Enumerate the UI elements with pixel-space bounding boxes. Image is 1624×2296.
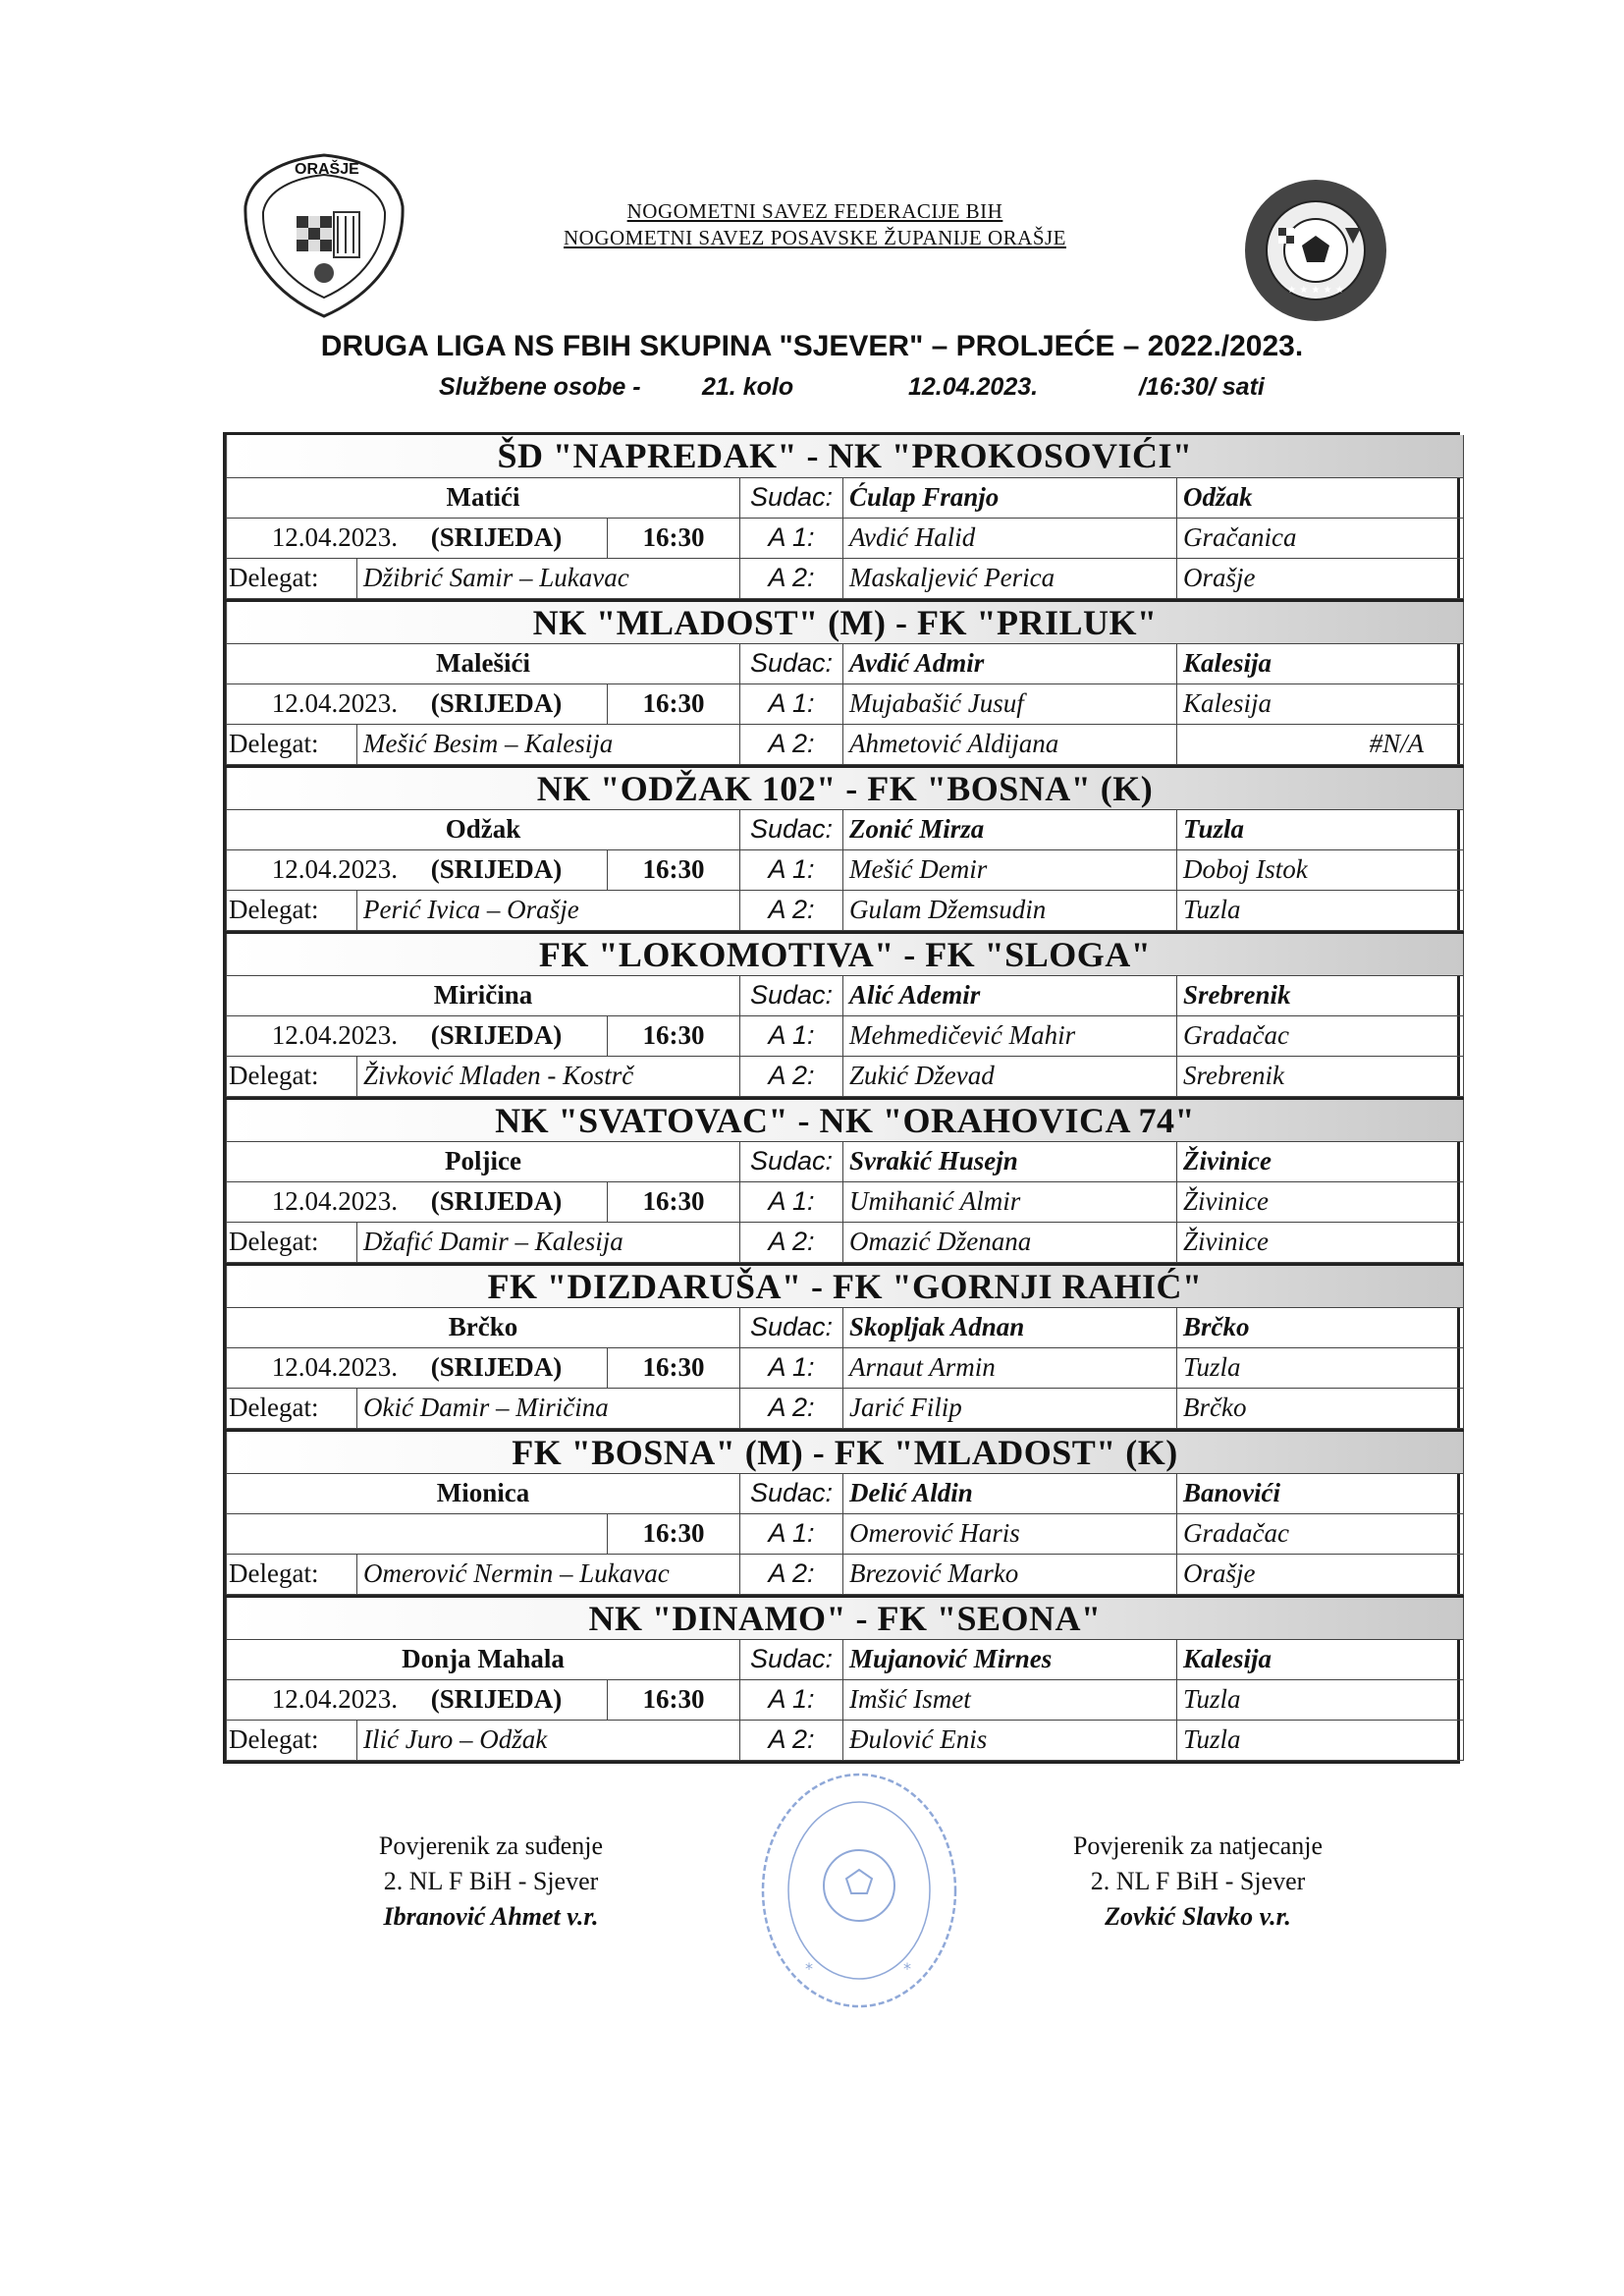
referee-name: Skopljak Adnan bbox=[843, 1307, 1177, 1347]
assistant2-name: Zukić Dževad bbox=[843, 1056, 1177, 1096]
signature-referee-commissioner bbox=[285, 1829, 697, 1935]
match-venue: Matići bbox=[227, 477, 740, 518]
assistant2-city: #N/A bbox=[1177, 724, 1464, 764]
match-venue: Donja Mahala bbox=[227, 1639, 740, 1679]
a2-label: A 2: bbox=[740, 1222, 843, 1262]
assistant2-name: Đulović Enis bbox=[843, 1720, 1177, 1760]
match-time: 16:30 bbox=[608, 1181, 740, 1222]
match-date: 12.04.2023. bbox=[908, 373, 1039, 401]
match-venue: Odžak bbox=[227, 809, 740, 849]
match-time: 16:30 bbox=[608, 849, 740, 890]
logo-left-text: ORAŠJE bbox=[295, 161, 359, 178]
a2-label: A 2: bbox=[740, 1720, 843, 1760]
delegate-label: Delegat: bbox=[227, 1554, 357, 1594]
org-name-posavina: NOGOMETNI SAVEZ POSAVSKE ŽUPANIJE ORAŠJE bbox=[563, 226, 1066, 249]
org-name-federation: NOGOMETNI SAVEZ FEDERACIJE BIH bbox=[626, 199, 1003, 223]
referee-label: Sudac: bbox=[740, 477, 843, 518]
match-venue: Malešići bbox=[227, 643, 740, 683]
match-block bbox=[226, 1429, 1464, 1595]
assistant1-name: Arnaut Armin bbox=[843, 1347, 1177, 1388]
assistant2-city: Srebrenik bbox=[1177, 1056, 1464, 1096]
official-stamp bbox=[756, 1768, 962, 2013]
referee-label: Sudac: bbox=[740, 1141, 843, 1181]
match-date: 12.04.2023. bbox=[271, 1352, 398, 1382]
assistant2-city: Orašje bbox=[1177, 1554, 1464, 1594]
match-venue: Poljice bbox=[227, 1141, 740, 1181]
delegate-label: Delegat: bbox=[227, 1056, 357, 1096]
match-date-cell bbox=[227, 518, 608, 558]
a1-label: A 1: bbox=[740, 683, 843, 724]
delegate-label: Delegat: bbox=[227, 558, 357, 598]
referee-label: Sudac: bbox=[740, 975, 843, 1015]
match-time: /16:30/ sati bbox=[1139, 373, 1265, 401]
referee-name: Svrakić Husejn bbox=[843, 1141, 1177, 1181]
assistant2-city: Živinice bbox=[1177, 1222, 1464, 1262]
referee-name: Avdić Admir bbox=[843, 643, 1177, 683]
match-block bbox=[226, 765, 1464, 931]
referee-city: Odžak bbox=[1177, 477, 1464, 518]
match-time: 16:30 bbox=[608, 683, 740, 724]
delegate-label: Delegat: bbox=[227, 1222, 357, 1262]
signature-league: 2. NL F BiH - Sjever bbox=[383, 1867, 599, 1895]
match-date: 12.04.2023. bbox=[271, 688, 398, 718]
match-date-cell bbox=[227, 849, 608, 890]
delegate-name: Mešić Besim – Kalesija bbox=[357, 724, 740, 764]
svg-text:*: * bbox=[903, 1959, 911, 1978]
assistant1-city: Gradačac bbox=[1177, 1513, 1464, 1554]
delegate-name: Živković Mladen - Kostrč bbox=[357, 1056, 740, 1096]
assistant2-name: Gulam Džemsudin bbox=[843, 890, 1177, 930]
assistant2-city: Orašje bbox=[1177, 558, 1464, 598]
match-venue: Mionica bbox=[227, 1473, 740, 1513]
match-day: (SRIJEDA) bbox=[430, 522, 563, 552]
match-date: 12.04.2023. bbox=[271, 1684, 398, 1714]
referee-label: Sudac: bbox=[740, 643, 843, 683]
officials-table bbox=[223, 432, 1460, 1764]
a2-label: A 2: bbox=[740, 1388, 843, 1428]
assistant1-name: Mešić Demir bbox=[843, 849, 1177, 890]
delegate-name: Džibrić Samir – Lukavac bbox=[357, 558, 740, 598]
match-date: 12.04.2023. bbox=[271, 1186, 398, 1216]
match-venue: Miričina bbox=[227, 975, 740, 1015]
referee-label: Sudac: bbox=[740, 1473, 843, 1513]
assistant1-name: Avdić Halid bbox=[843, 518, 1177, 558]
assistant1-city: Tuzla bbox=[1177, 1347, 1464, 1388]
match-date: 12.04.2023. bbox=[271, 854, 398, 884]
assistant1-city: Kalesija bbox=[1177, 683, 1464, 724]
signature-league: 2. NL F BiH - Sjever bbox=[1090, 1867, 1306, 1895]
match-day: (SRIJEDA) bbox=[430, 854, 563, 884]
delegate-name: Džafić Damir – Kalesija bbox=[357, 1222, 740, 1262]
referee-city: Banovići bbox=[1177, 1473, 1464, 1513]
match-block bbox=[226, 1097, 1464, 1263]
a1-label: A 1: bbox=[740, 518, 843, 558]
referee-city: Brčko bbox=[1177, 1307, 1464, 1347]
signature-competition-commissioner bbox=[1021, 1829, 1375, 1935]
referee-label: Sudac: bbox=[740, 809, 843, 849]
referee-city: Tuzla bbox=[1177, 809, 1464, 849]
match-day: (SRIJEDA) bbox=[430, 1186, 563, 1216]
assistant1-city: Gradačac bbox=[1177, 1015, 1464, 1056]
assistant2-name: Ahmetović Aldijana bbox=[843, 724, 1177, 764]
a2-label: A 2: bbox=[740, 890, 843, 930]
assistant1-name: Mujabašić Jusuf bbox=[843, 683, 1177, 724]
match-date-cell bbox=[227, 1679, 608, 1720]
match-date: 12.04.2023. bbox=[271, 522, 398, 552]
a1-label: A 1: bbox=[740, 1347, 843, 1388]
match-time: 16:30 bbox=[608, 1347, 740, 1388]
referee-name: Ćulap Franjo bbox=[843, 477, 1177, 518]
match-time: 16:30 bbox=[608, 1679, 740, 1720]
assistant1-name: Omerović Haris bbox=[843, 1513, 1177, 1554]
match-date-cell bbox=[227, 683, 608, 724]
delegate-name: Ilić Juro – Odžak bbox=[357, 1720, 740, 1760]
match-title: NK "MLADOST" (M) - FK "PRILUK" bbox=[227, 600, 1464, 643]
assistant2-name: Brezović Marko bbox=[843, 1554, 1177, 1594]
match-block bbox=[226, 931, 1464, 1097]
assistant2-name: Omazić Dženana bbox=[843, 1222, 1177, 1262]
league-title: DRUGA LIGA NS FBIH SKUPINA "SJEVER" – PROLJEĆE – 2022./2023. bbox=[320, 330, 1304, 362]
round-label: 21. kolo bbox=[702, 373, 794, 401]
match-day: (SRIJEDA) bbox=[430, 1020, 563, 1050]
match-day: (SRIJEDA) bbox=[430, 688, 563, 718]
assistant2-name: Jarić Filip bbox=[843, 1388, 1177, 1428]
match-block bbox=[226, 1263, 1464, 1429]
delegate-name: Okić Damir – Miričina bbox=[357, 1388, 740, 1428]
signature-name: Ibranović Ahmet v.r. bbox=[383, 1902, 599, 1931]
match-title: FK "LOKOMOTIVA" - FK "SLOGA" bbox=[227, 932, 1464, 975]
a2-label: A 2: bbox=[740, 1056, 843, 1096]
a1-label: A 1: bbox=[740, 1181, 843, 1222]
referee-city: Kalesija bbox=[1177, 1639, 1464, 1679]
match-date-cell bbox=[227, 1015, 608, 1056]
match-day: (SRIJEDA) bbox=[430, 1684, 563, 1714]
delegate-label: Delegat: bbox=[227, 890, 357, 930]
match-date: 12.04.2023. bbox=[271, 1020, 398, 1050]
a2-label: A 2: bbox=[740, 558, 843, 598]
referee-label: Sudac: bbox=[740, 1307, 843, 1347]
assistant1-city: Živinice bbox=[1177, 1181, 1464, 1222]
a1-label: A 1: bbox=[740, 849, 843, 890]
assistant1-city: Tuzla bbox=[1177, 1679, 1464, 1720]
match-title: FK "BOSNA" (M) - FK "MLADOST" (K) bbox=[227, 1430, 1464, 1473]
svg-text:*: * bbox=[805, 1959, 813, 1978]
referee-city: Srebrenik bbox=[1177, 975, 1464, 1015]
assistant2-city: Brčko bbox=[1177, 1388, 1464, 1428]
a2-label: A 2: bbox=[740, 724, 843, 764]
assistant1-name: Umihanić Almir bbox=[843, 1181, 1177, 1222]
assistant1-name: Imšić Ismet bbox=[843, 1679, 1177, 1720]
match-title: NK "ODŽAK 102" - FK "BOSNA" (K) bbox=[227, 766, 1464, 809]
referee-city: Živinice bbox=[1177, 1141, 1464, 1181]
match-title: NK "DINAMO" - FK "SEONA" bbox=[227, 1596, 1464, 1639]
referee-name: Zonić Mirza bbox=[843, 809, 1177, 849]
logo-ns-posavske-zupanije bbox=[236, 147, 412, 324]
match-title: FK "DIZDARUŠA" - FK "GORNJI RAHIĆ" bbox=[227, 1264, 1464, 1307]
a1-label: A 1: bbox=[740, 1513, 843, 1554]
assistant1-name: Mehmedičević Mahir bbox=[843, 1015, 1177, 1056]
svg-text:★ ★ ★ ★ ★: ★ ★ ★ ★ ★ bbox=[1287, 285, 1344, 296]
match-block bbox=[226, 599, 1464, 765]
assistant2-city: Tuzla bbox=[1177, 890, 1464, 930]
signature-name: Zovkić Slavko v.r. bbox=[1105, 1902, 1291, 1931]
match-date-cell bbox=[227, 1181, 608, 1222]
delegate-label: Delegat: bbox=[227, 1388, 357, 1428]
delegate-label: Delegat: bbox=[227, 1720, 357, 1760]
signature-role: Povjerenik za natjecanje bbox=[1072, 1831, 1324, 1860]
referee-name: Alić Ademir bbox=[843, 975, 1177, 1015]
a2-label: A 2: bbox=[740, 1554, 843, 1594]
match-title: ŠD "NAPREDAK" - NK "PROKOSOVIĆI" bbox=[227, 435, 1464, 477]
assistant1-city: Doboj Istok bbox=[1177, 849, 1464, 890]
match-block bbox=[226, 435, 1464, 599]
a1-label: A 1: bbox=[740, 1015, 843, 1056]
referee-city: Kalesija bbox=[1177, 643, 1464, 683]
match-venue: Brčko bbox=[227, 1307, 740, 1347]
delegate-name: Perić Ivica – Orašje bbox=[357, 890, 740, 930]
referee-name: Mujanović Mirnes bbox=[843, 1639, 1177, 1679]
match-day: (SRIJEDA) bbox=[430, 1352, 563, 1382]
delegate-label: Delegat: bbox=[227, 724, 357, 764]
assistant2-city: Tuzla bbox=[1177, 1720, 1464, 1760]
a1-label: A 1: bbox=[740, 1679, 843, 1720]
officials-label: Službene osobe - bbox=[439, 373, 641, 401]
signature-role: Povjerenik za suđenje bbox=[378, 1831, 604, 1860]
match-title: NK "SVATOVAC" - NK "ORAHOVICA 74" bbox=[227, 1098, 1464, 1141]
logo-ns-federacije-bih bbox=[1218, 177, 1414, 324]
referee-label: Sudac: bbox=[740, 1639, 843, 1679]
match-date-cell bbox=[227, 1347, 608, 1388]
assistant2-name: Maskaljević Perica bbox=[843, 558, 1177, 598]
match-time: 16:30 bbox=[608, 518, 740, 558]
referee-name: Delić Aldin bbox=[843, 1473, 1177, 1513]
assistant1-city: Gračanica bbox=[1177, 518, 1464, 558]
match-time: 16:30 bbox=[608, 1015, 740, 1056]
match-time: 16:30 bbox=[608, 1513, 740, 1554]
match-block bbox=[226, 1595, 1464, 1761]
delegate-name: Omerović Nermin – Lukavac bbox=[357, 1554, 740, 1594]
match-date-cell bbox=[227, 1513, 608, 1554]
